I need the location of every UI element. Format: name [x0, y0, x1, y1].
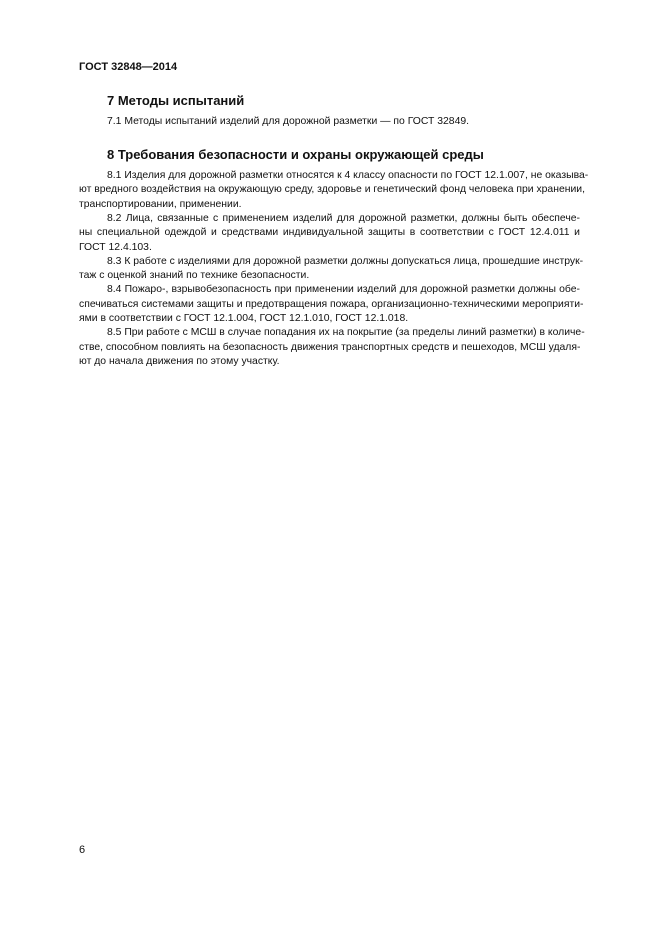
paragraph-line: ГОСТ 12.4.103.	[79, 241, 152, 253]
paragraph-line: спечиваться системами защиты и предотвращения пожара, организационно-техническими мероприяти-	[79, 298, 584, 310]
paragraph-line: ют до начала движения по этому участку.	[79, 355, 280, 367]
section-7-title: 7 Методы испытаний	[107, 93, 245, 108]
paragraph-line: 8.2 Лица, связанные с применением изделий для дорожной разметки, должны быть обеспече-	[107, 212, 580, 224]
paragraph-line: 8.3 К работе с изделиями для дорожной разметки должны допускаться лица, прошедшие инструк-	[107, 255, 584, 267]
paragraph-line: 8.1 Изделия для дорожной разметки относятся к 4 классу опасности по ГОСТ 12.1.007, не оказыва-	[107, 170, 589, 181]
document-header: ГОСТ 32848—2014	[79, 61, 178, 73]
paragraph-line: 8.5 При работе с МСШ в случае попадания их на покрытие (за пределы линий разметки) в количе-	[107, 327, 585, 339]
section-8-title: 8 Требования безопасности и охраны окружающей среды	[107, 147, 484, 162]
paragraph-7-1: 7.1 Методы испытаний изделий для дорожной разметки — по ГОСТ 32849.	[107, 116, 470, 127]
paragraph-line: транспортировании, применении.	[79, 198, 242, 210]
paragraph-line: таж с оценкой знаний по технике безопасности.	[79, 270, 310, 282]
paragraph-line: ны специальной одеждой и средствами индивидуальной защиты в соответствии с ГОСТ 12.4.011 и	[79, 227, 580, 239]
page-number: 6	[79, 844, 86, 856]
paragraph-line: ют вредного воздействия на окружающую среду, здоровье и генетический фонд человека при хранении,	[79, 184, 585, 196]
paragraph-line: ями в соответствии с ГОСТ 12.1.004, ГОСТ 12.1.010, ГОСТ 12.1.018.	[79, 313, 409, 324]
paragraph-line: стве, способном повлиять на безопасность движения транспортных средств и пешеходов, МСШ удаля-	[79, 341, 581, 353]
paragraph-line: 8.4 Пожаро-, взрывобезопасность при применении изделий для дорожной разметки должны обе-	[107, 284, 580, 296]
